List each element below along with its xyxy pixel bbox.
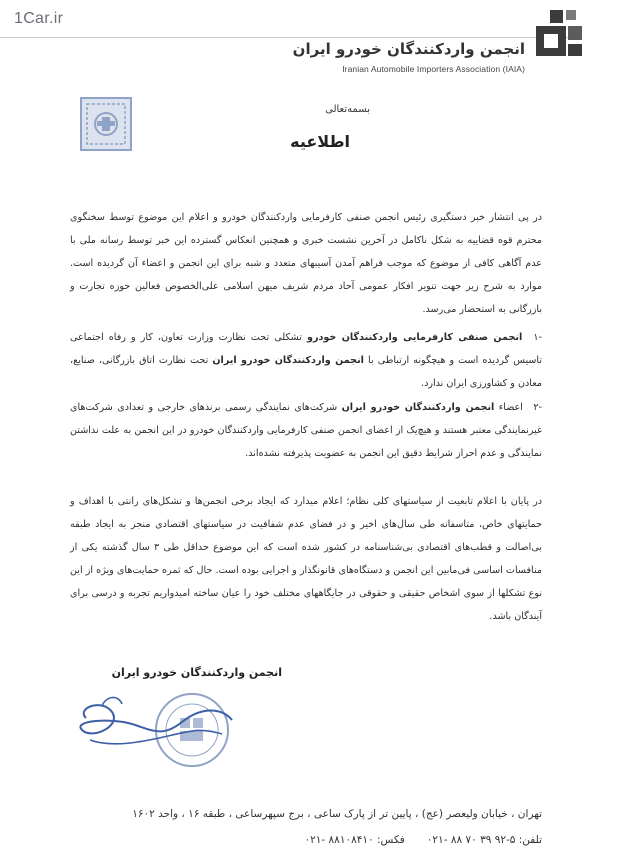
footer-contact xyxy=(304,834,542,846)
org-name-english: Iranian Automobile Importers Association (IAIA) xyxy=(342,64,525,74)
item-bold-text: انجمن واردکنندگان خودرو ایران xyxy=(212,355,364,366)
footer-phone: تلفن: ۵-۹۲ ۳۹ ۷۰ ۸۸ -۰۲۱ xyxy=(426,834,542,846)
association-logo-icon xyxy=(530,8,586,64)
item-text: تحت نظارت اتاق بازرگانی، صنایع، معادن و کشاورزی ایران ندارد. xyxy=(70,355,542,389)
item-bold-text: انجمن واردکنندگان خودرو ایران xyxy=(341,402,495,413)
item-number: -۱ xyxy=(533,332,542,343)
basmala: بسمه‌تعالی xyxy=(325,104,370,115)
list-item xyxy=(70,396,542,465)
notice-title: اطلاعیه xyxy=(290,132,350,151)
signatory-name: انجمن واردکنندگان خودرو ایران xyxy=(111,666,282,679)
org-name-persian: انجمن واردکنندگان خودرو ایران xyxy=(292,40,525,58)
item-text: شرکت‌های نمایندگی رسمی برندهای خارجی و تعدادی شرکت‌های غیرنمایندگی معتبر هستند و هیچ‌یک از اعضای انجمن صنفی کارفرمایی واردکنندگان خودرو در این انجمن به علت نداشتن نمایندگی و عدم احراز شرایط دقیق این انجمن به عضویت پذیرفته نشده‌اند. xyxy=(70,402,542,459)
item-bold-text: انجمن صنفی کارفرمایی واردکنندگان خودرو xyxy=(306,332,523,343)
signature-and-seal xyxy=(72,678,252,770)
item-text: تشکلی تحت نظارت وزارت تعاون، کار و رفاه اجتماعی تاسیس گردیده است و هیچگونه ارتباطی با xyxy=(70,332,542,366)
item-text: اعضاء xyxy=(494,402,523,413)
item-number: -۲ xyxy=(533,402,542,413)
intro-paragraph: در پی انتشار خبر دستگیری رئیس انجمن صنفی کارفرمایی واردکنندگان خودرو و اعلام این موضوع توسط سخنگوی محترم قوه قضاییه به شکل ناکامل در آخرین نشست خبری و همچنین انعکاس گسترده این خبر توسط رسانه ملی با عدم آگاهی کافی از موضوع که موجب فراهم آمدن آسیبهای متعدد و شبه برای این انجمن و اعضاء آن گردیده است. موارد به شرح زیر جهت تنویر افکار عمومی آحاد مردم شریف میهن اسلامی علی‌الخصوص فعالین حوزه تجارت و بازرگانی به استحضار می‌رسد. xyxy=(70,212,542,315)
list-item xyxy=(70,326,542,395)
footer-fax: فکس: ۸۸۱۰۸۴۱۰ -۰۲۱ xyxy=(304,834,405,846)
site-watermark: 1Car.ir xyxy=(14,10,64,27)
emblem-stamp-icon xyxy=(78,95,134,153)
footer-address: تهران ، خیابان ولیعصر (عج) ، پایین تر از پارک ساعی ، برج سپهرساعی ، طبقه ۱۶ ، واحد ۱۶۰۲ xyxy=(132,808,542,820)
closing-paragraph: در پایان با اعلام تابعیت از سیاستهای کلی نظام؛ اعلام میدارد که ایجاد برخی انجمن‌ها و تشکل‌های رانتی با اهداف و حمایتهای خاص، متاسفانه طی سال‌های اخیر و در فضای عدم شفافیت در سیاستهای اقتصادی منجر به ایجاد طبقه بی‌اصالت و قطب‌های اقتصادی بی‌شناسنامه در کشور شده است که این موضوع حداقل طی ۳ سال گذشته یکی از منافسات اساسی فی‌مابین این انجمن و دستگاه‌های قانونگذار و اجرایی بوده است. حال که ثمره حمایت‌های ویژه از این نوع تشکلها از سوی اشخاص حقیقی و حقوقی در جایگاههای مختلف خود را عیان ساخته امیدواریم تجربه و درسی برای آیندگان باشد. xyxy=(70,496,542,622)
